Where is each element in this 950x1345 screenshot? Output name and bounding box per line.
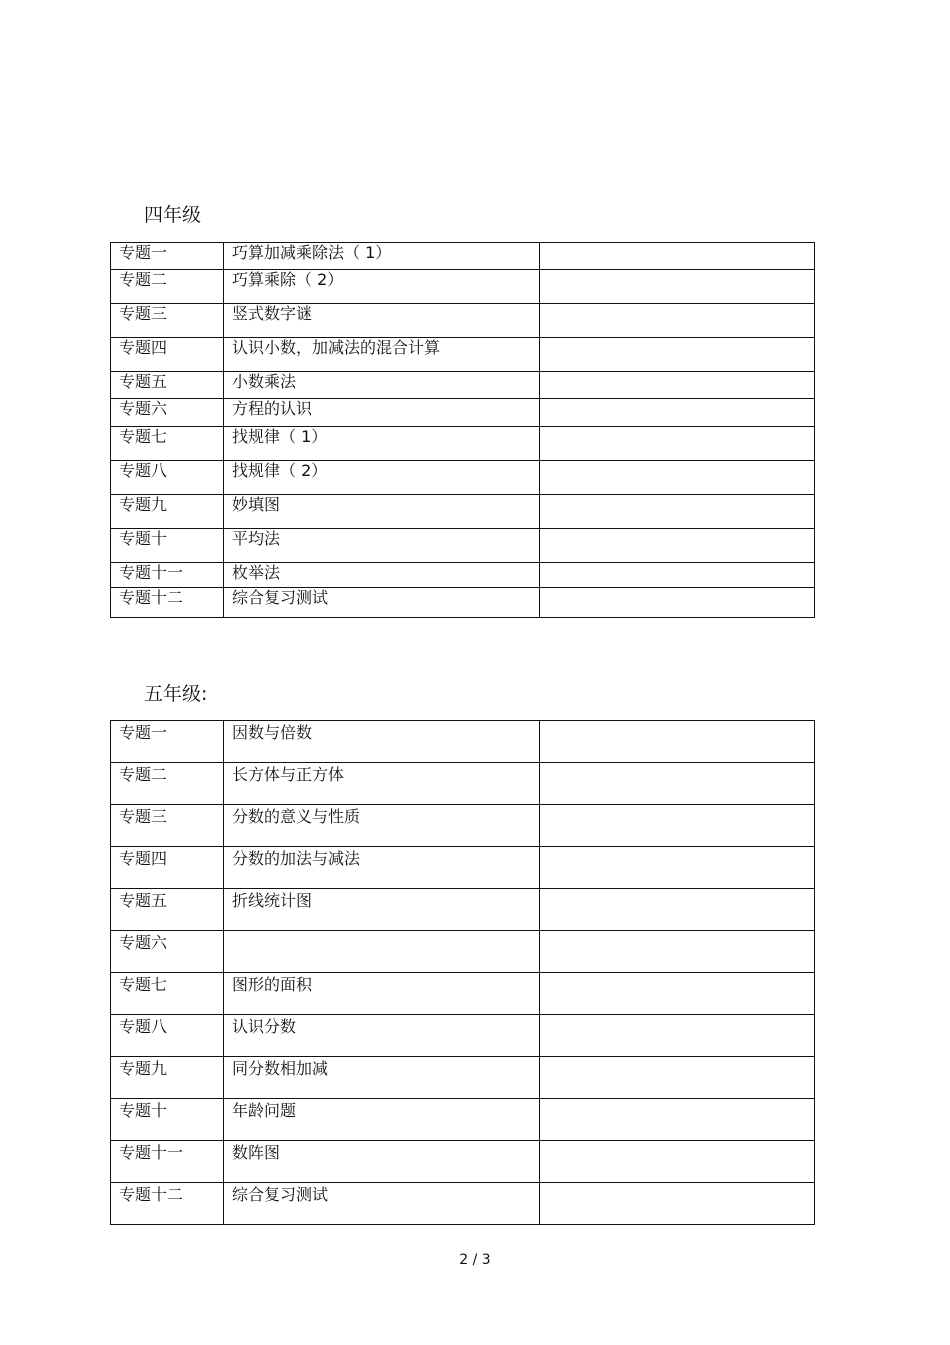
table-row bbox=[111, 805, 815, 847]
table-row bbox=[111, 1141, 815, 1183]
topic-cell: 专题八 bbox=[111, 1015, 224, 1057]
content-cell: 同分数相加减 bbox=[224, 1057, 540, 1099]
topic-cell: 专题三 bbox=[111, 304, 224, 338]
grade4-heading: 四年级 bbox=[144, 204, 202, 226]
grade4-topic-table bbox=[110, 242, 815, 618]
topic-cell: 专题四 bbox=[111, 338, 224, 372]
table-row bbox=[111, 973, 815, 1015]
note-cell bbox=[540, 847, 815, 889]
note-cell bbox=[540, 243, 815, 270]
note-cell bbox=[540, 763, 815, 805]
topic-cell: 专题四 bbox=[111, 847, 224, 889]
note-cell bbox=[540, 1183, 815, 1225]
topic-cell: 专题一 bbox=[111, 243, 224, 270]
table-row bbox=[111, 495, 815, 529]
note-cell bbox=[540, 399, 815, 427]
note-cell bbox=[540, 1057, 815, 1099]
note-cell bbox=[540, 304, 815, 338]
content-cell: 巧算乘除（ 2） bbox=[224, 270, 540, 304]
topic-cell: 专题十 bbox=[111, 529, 224, 563]
table-row bbox=[111, 931, 815, 973]
content-cell: 竖式数字谜 bbox=[224, 304, 540, 338]
content-cell: 枚举法 bbox=[224, 563, 540, 588]
content-cell: 方程的认识 bbox=[224, 399, 540, 427]
page-number: 2 / 3 bbox=[459, 1252, 491, 1268]
topic-cell: 专题三 bbox=[111, 805, 224, 847]
topic-cell: 专题六 bbox=[111, 399, 224, 427]
note-cell bbox=[540, 270, 815, 304]
content-cell: 巧算加减乘除法（ 1） bbox=[224, 243, 540, 270]
table-row bbox=[111, 588, 815, 618]
note-cell bbox=[540, 1099, 815, 1141]
topic-cell: 专题二 bbox=[111, 763, 224, 805]
table-row bbox=[111, 1057, 815, 1099]
content-cell: 认识小数，加减法的混合计算 bbox=[224, 338, 540, 372]
table-row bbox=[111, 847, 815, 889]
table-row bbox=[111, 563, 815, 588]
content-cell: 小数乘法 bbox=[224, 372, 540, 399]
content-cell: 妙填图 bbox=[224, 495, 540, 529]
topic-cell: 专题二 bbox=[111, 270, 224, 304]
note-cell bbox=[540, 1015, 815, 1057]
content-cell: 找规律（ 2） bbox=[224, 461, 540, 495]
topic-cell: 专题十二 bbox=[111, 1183, 224, 1225]
table-row bbox=[111, 372, 815, 399]
topic-cell: 专题六 bbox=[111, 931, 224, 973]
content-cell: 年龄问题 bbox=[224, 1099, 540, 1141]
topic-cell: 专题十 bbox=[111, 1099, 224, 1141]
note-cell bbox=[540, 588, 815, 618]
topic-cell: 专题十一 bbox=[111, 1141, 224, 1183]
content-cell: 分数的意义与性质 bbox=[224, 805, 540, 847]
table-row bbox=[111, 529, 815, 563]
content-cell: 因数与倍数 bbox=[224, 721, 540, 763]
grade5-topic-table bbox=[110, 720, 815, 1225]
table-row bbox=[111, 763, 815, 805]
table-row bbox=[111, 889, 815, 931]
content-cell: 长方体与正方体 bbox=[224, 763, 540, 805]
content-cell: 综合复习测试 bbox=[224, 588, 540, 618]
topic-cell: 专题一 bbox=[111, 721, 224, 763]
table-row bbox=[111, 427, 815, 461]
note-cell bbox=[540, 529, 815, 563]
table-row bbox=[111, 399, 815, 427]
note-cell bbox=[540, 1141, 815, 1183]
table-row bbox=[111, 304, 815, 338]
note-cell bbox=[540, 973, 815, 1015]
table-row bbox=[111, 1099, 815, 1141]
table-row bbox=[111, 243, 815, 270]
note-cell bbox=[540, 889, 815, 931]
table-row bbox=[111, 338, 815, 372]
table-row bbox=[111, 1015, 815, 1057]
note-cell bbox=[540, 372, 815, 399]
note-cell bbox=[540, 721, 815, 763]
note-cell bbox=[540, 338, 815, 372]
note-cell bbox=[540, 461, 815, 495]
content-cell: 找规律（ 1） bbox=[224, 427, 540, 461]
grade5-heading: 五年级: bbox=[144, 683, 208, 705]
content-cell: 综合复习测试 bbox=[224, 1183, 540, 1225]
content-cell: 折线统计图 bbox=[224, 889, 540, 931]
table-row bbox=[111, 461, 815, 495]
content-cell bbox=[224, 931, 540, 973]
note-cell bbox=[540, 805, 815, 847]
topic-cell: 专题八 bbox=[111, 461, 224, 495]
note-cell bbox=[540, 495, 815, 529]
topic-cell: 专题十一 bbox=[111, 563, 224, 588]
table-row bbox=[111, 721, 815, 763]
table-row bbox=[111, 270, 815, 304]
note-cell bbox=[540, 427, 815, 461]
topic-cell: 专题五 bbox=[111, 372, 224, 399]
content-cell: 认识分数 bbox=[224, 1015, 540, 1057]
topic-cell: 专题七 bbox=[111, 973, 224, 1015]
topic-cell: 专题九 bbox=[111, 495, 224, 529]
note-cell bbox=[540, 931, 815, 973]
table-row bbox=[111, 1183, 815, 1225]
content-cell: 分数的加法与减法 bbox=[224, 847, 540, 889]
topic-cell: 专题十二 bbox=[111, 588, 224, 618]
content-cell: 数阵图 bbox=[224, 1141, 540, 1183]
content-cell: 平均法 bbox=[224, 529, 540, 563]
content-cell: 图形的面积 bbox=[224, 973, 540, 1015]
topic-cell: 专题九 bbox=[111, 1057, 224, 1099]
note-cell bbox=[540, 563, 815, 588]
topic-cell: 专题七 bbox=[111, 427, 224, 461]
topic-cell: 专题五 bbox=[111, 889, 224, 931]
